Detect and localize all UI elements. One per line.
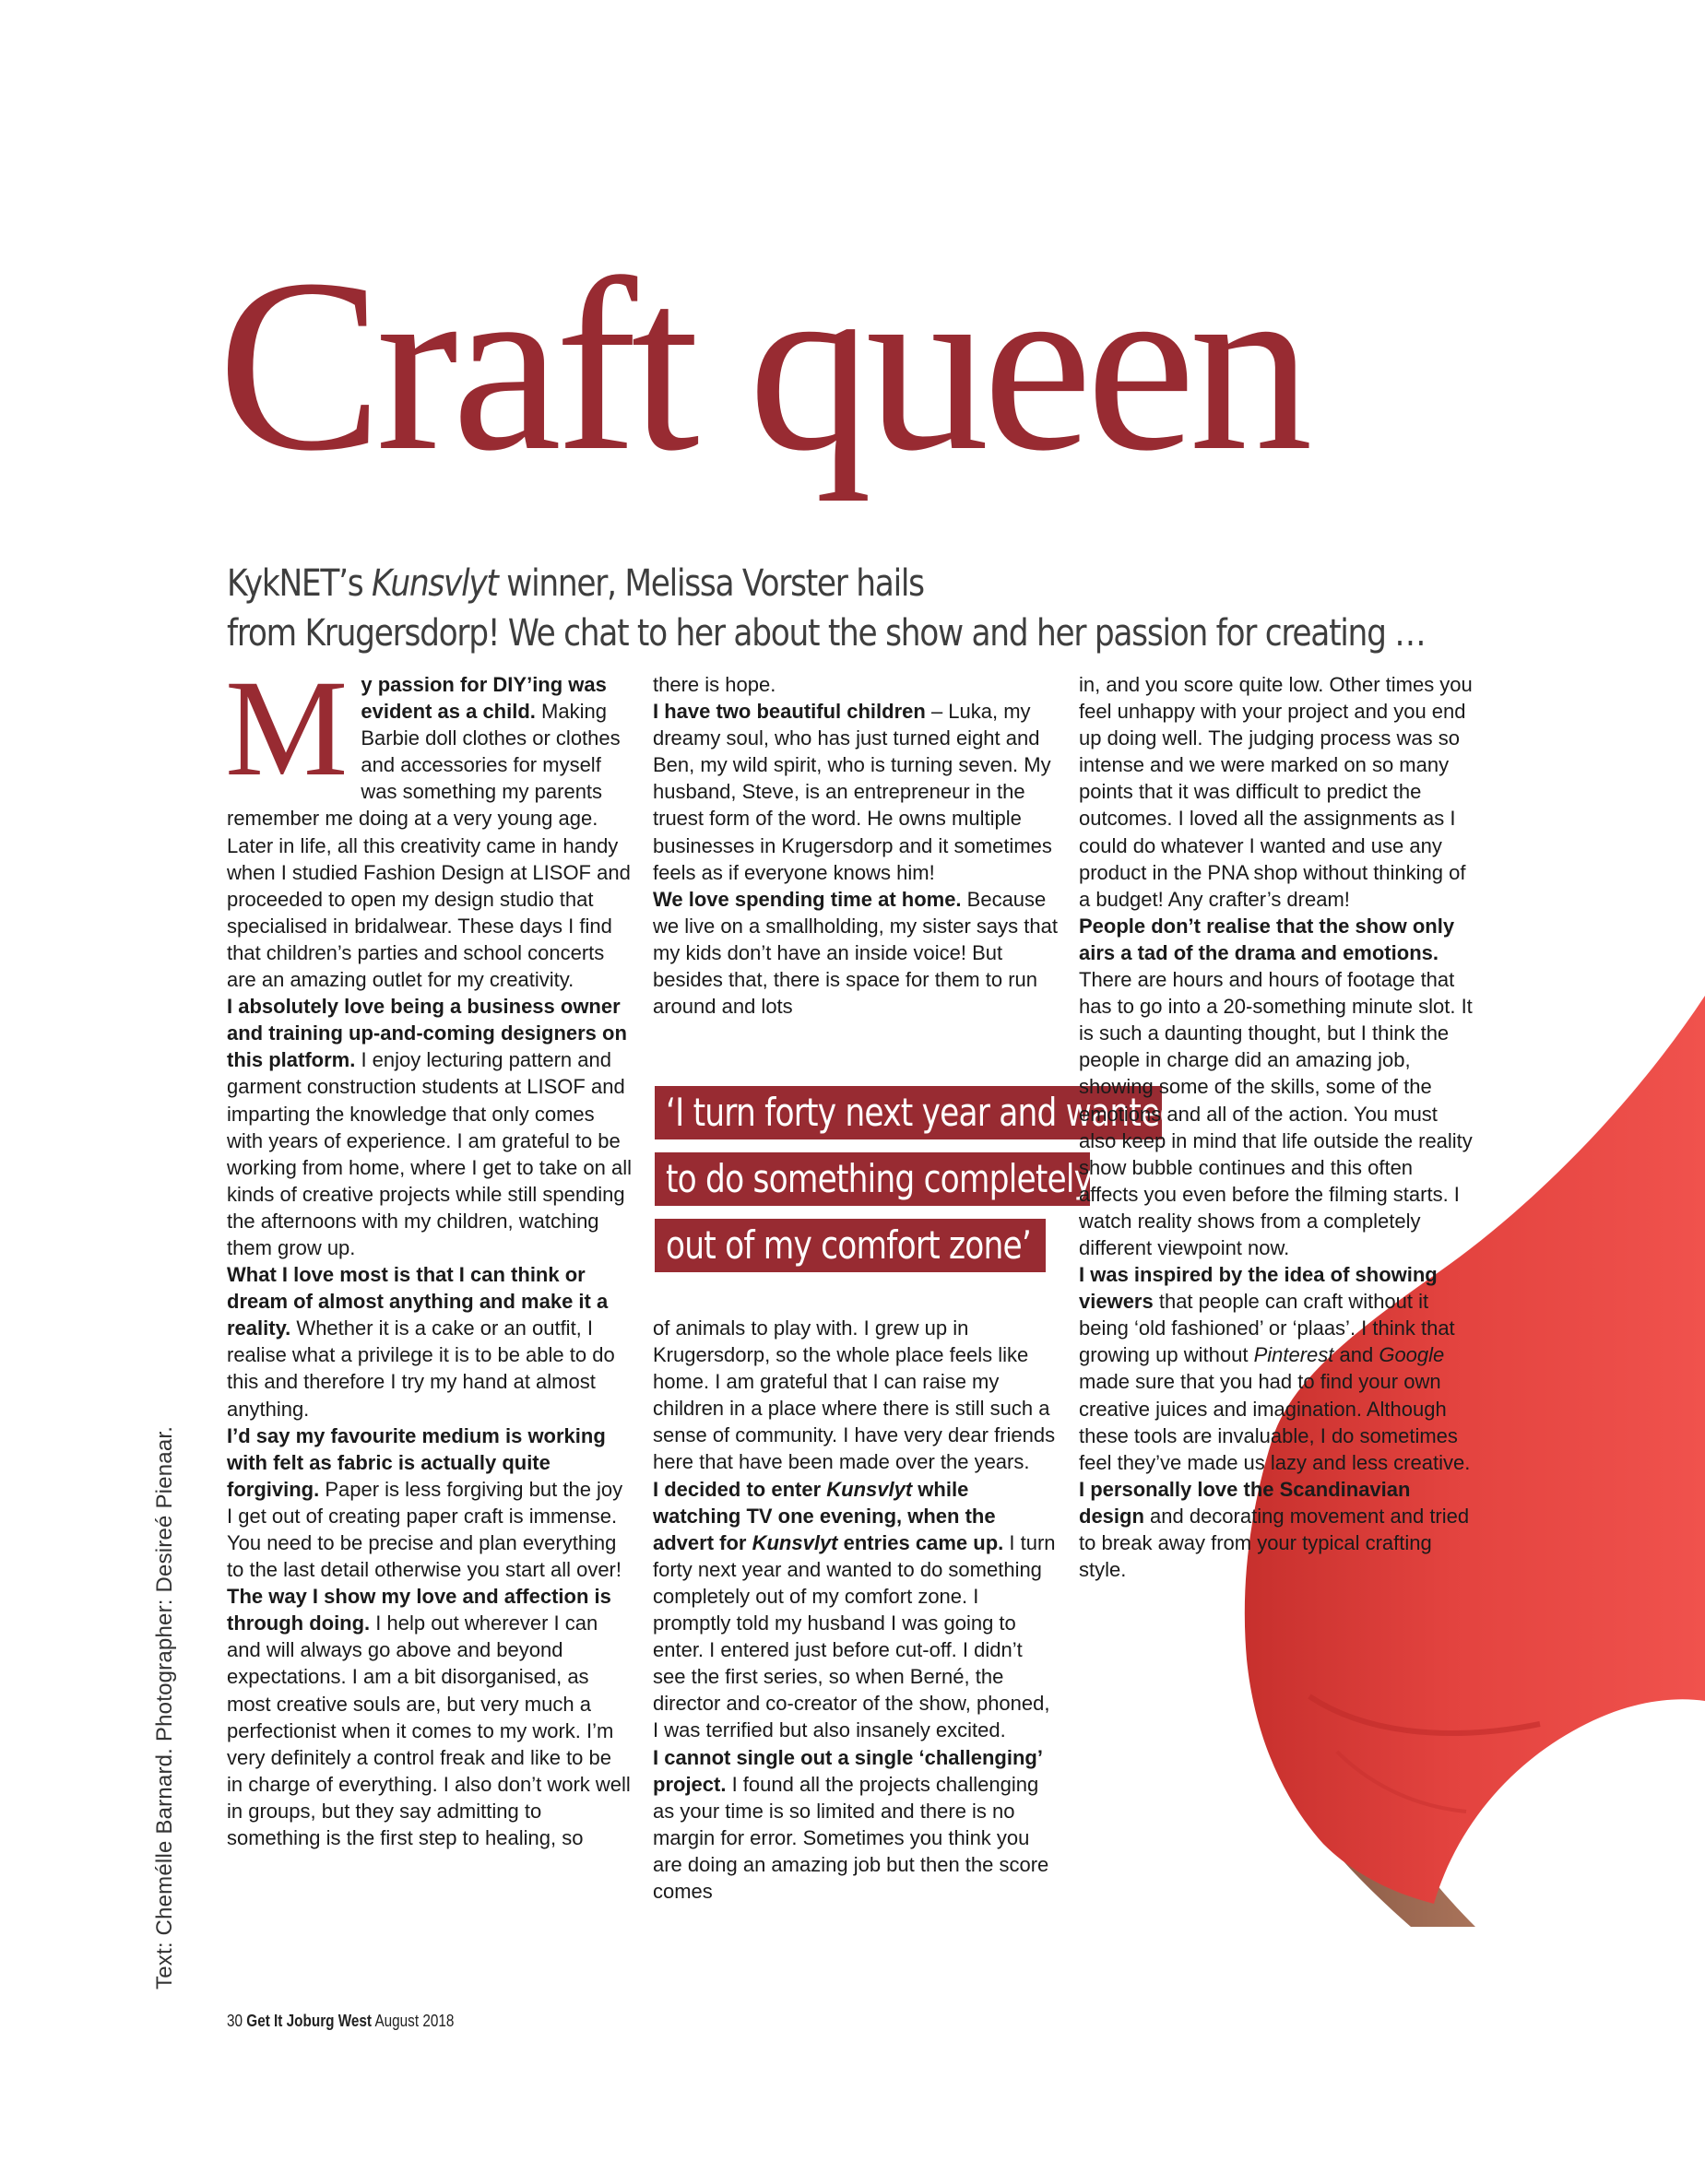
body-column-3 <box>1079 671 1475 1583</box>
show-name-italic: Kunsvlyt <box>372 562 498 605</box>
paragraph: I have two beautiful children – Luka, my dreamy soul, who has just turned eight and Ben, my wild spirit, who is turning seven. My husband, Steve, is an entrepreneur in the truest form of the word. He owns multiple businesses in Krugersdorp and it sometimes feels as if everyone knows him! <box>653 700 1052 884</box>
paragraph: there is hope. <box>653 673 776 696</box>
paragraph: I absolutely love being a business owner and training up-and-coming designers on this platform. I enjoy lecturing pattern and garment construction students at LISOF and imparting the knowledge that only comes with years of experience. I am grateful to be working from home, where I get to take on all kinds of creative projects while still spending the afternoons with my children, watching them grow up. <box>227 995 632 1259</box>
issue-date: August 2018 <box>374 2012 455 2030</box>
paragraph: The way I show my love and affection is through doing. I help out wherever I can and will always go above and beyond expectations. I am a bit disorganised, as most creative souls are, but very much a perfectionist when it comes to my work. I’m very definitely a control freak and like to be in charge of everything. I also don’t work well in groups, but they say admitting to something is the first step to healing, so <box>227 1585 631 1850</box>
pull-quote-line-2: to do something completely <box>655 1152 1090 1206</box>
paragraph: I personally love the Scandinavian design and decorating movement and tried to break away from your typical crafting style. <box>1079 1477 1470 1582</box>
paragraph: I was inspired by the idea of showing viewers that people can craft without it being ‘old fashioned’ or ‘plaas’. I think that growing up without Pinterest and Google made sure that you had to find your own creative juices and imagination. Although these tools are invaluable, I do sometimes feel they’ve made us lazy and less creative. <box>1079 1263 1471 1474</box>
article-title: Craft queen <box>218 228 1307 502</box>
publication-name: Get It Joburg West <box>246 2012 373 2030</box>
paragraph: I cannot single out a single ‘challenging’ project. I found all the projects challenging as your time is so limited and there is no margin for error. Sometimes you think you are doing an amazing job but then the score comes <box>653 1745 1049 1903</box>
paragraph: What I love most is that I can think or dream of almost anything and make it a reality. Whether it is a cake or an outfit, I realise what a privilege it is to be able to do this and therefore I try my hand at almost anything. <box>227 1263 615 1421</box>
drop-cap: M <box>225 652 349 805</box>
pull-quote-line-3: out of my comfort zone’ <box>655 1219 1046 1272</box>
pull-quote-line-1: ‘I turn forty next year and wanted <box>655 1086 1162 1139</box>
body-column-2-top <box>653 671 1059 1020</box>
paragraph: My passion for DIY’ing was evident as a child. Making Barbie doll clothes or clothes and accessories for myself was something my parents remember me doing at a very young age. Later in life, all this creativity came in handy when I studied Fashion Design at LISOF and proceeded to open my design studio that specialised in bridalwear. These days I find that children’s parties and school concerts are an amazing outlet for my creativity. <box>225 652 631 992</box>
body-column-1 <box>225 652 633 1851</box>
paragraph: People don’t realise that the show only airs a tad of the drama and emotions. There are hours and hours of footage that has to go into a 20-something minute slot. It is such a daunting thought, but I think the people in charge did an amazing job, showing some of the skills, some of the emotions and all of the action. You must also keep in mind that life outside the reality show bubble continues and this often affects you even before the filming starts. I watch reality shows from a completely different viewpoint now. <box>1079 914 1473 1259</box>
paragraph: I’d say my favourite medium is working with felt as fabric is actually quite forgiving. Paper is less forgiving but the joy I get out of creating paper craft is immense. You need to be precise and plan everything to the last detail otherwise you start all over! <box>227 1423 623 1582</box>
standfirst-line-1: KykNET’s Kunsvlyt winner, Melissa Vorster hails <box>227 562 924 605</box>
photo-credits: Text: Chemélle Barnard. Photographer: Desireé Pienaar. <box>152 1425 177 1989</box>
standfirst-line-2: from Krugersdorp! We chat to her about the show and her passion for creating … <box>227 612 1426 655</box>
paragraph: of animals to play with. I grew up in Krugersdorp, so the whole place feels like home. I am grateful that I can raise my children in a place where there is still such a sense of community. I have very dear friends here that have been made over the years. <box>653 1316 1056 1474</box>
body-column-2-bottom <box>653 1315 1059 1905</box>
paragraph: We love spending time at home. Because we live on a smallholding, my sister says that my kids don’t have an inside voice! But besides that, there is space for them to run around and lots <box>653 887 1058 1019</box>
paragraph: in, and you score quite low. Other times you feel unhappy with your project and you end up doing well. The judging process was so intense and we were marked on so many points that it was difficult to predict the outcomes. I loved all the assignments as I could do whatever I wanted and use any product in the PNA shop without thinking of a budget! Any crafter’s dream! <box>1079 673 1473 911</box>
page-footer <box>227 2012 454 2031</box>
page-number: 30 <box>227 2012 243 2030</box>
standfirst <box>227 559 1426 658</box>
paragraph: I decided to enter Kunsvlyt while watching TV one evening, when the advert for Kunsvlyt entries came up. I turn forty next year and wanted to do something completely out of my comfort zone. I promptly told my husband I was going to enter. I entered just before cut-off. I didn’t see the first series, so when Berné, the director and co-creator of the show, phoned, I was terrified but also insanely excited. <box>653 1477 1056 1742</box>
